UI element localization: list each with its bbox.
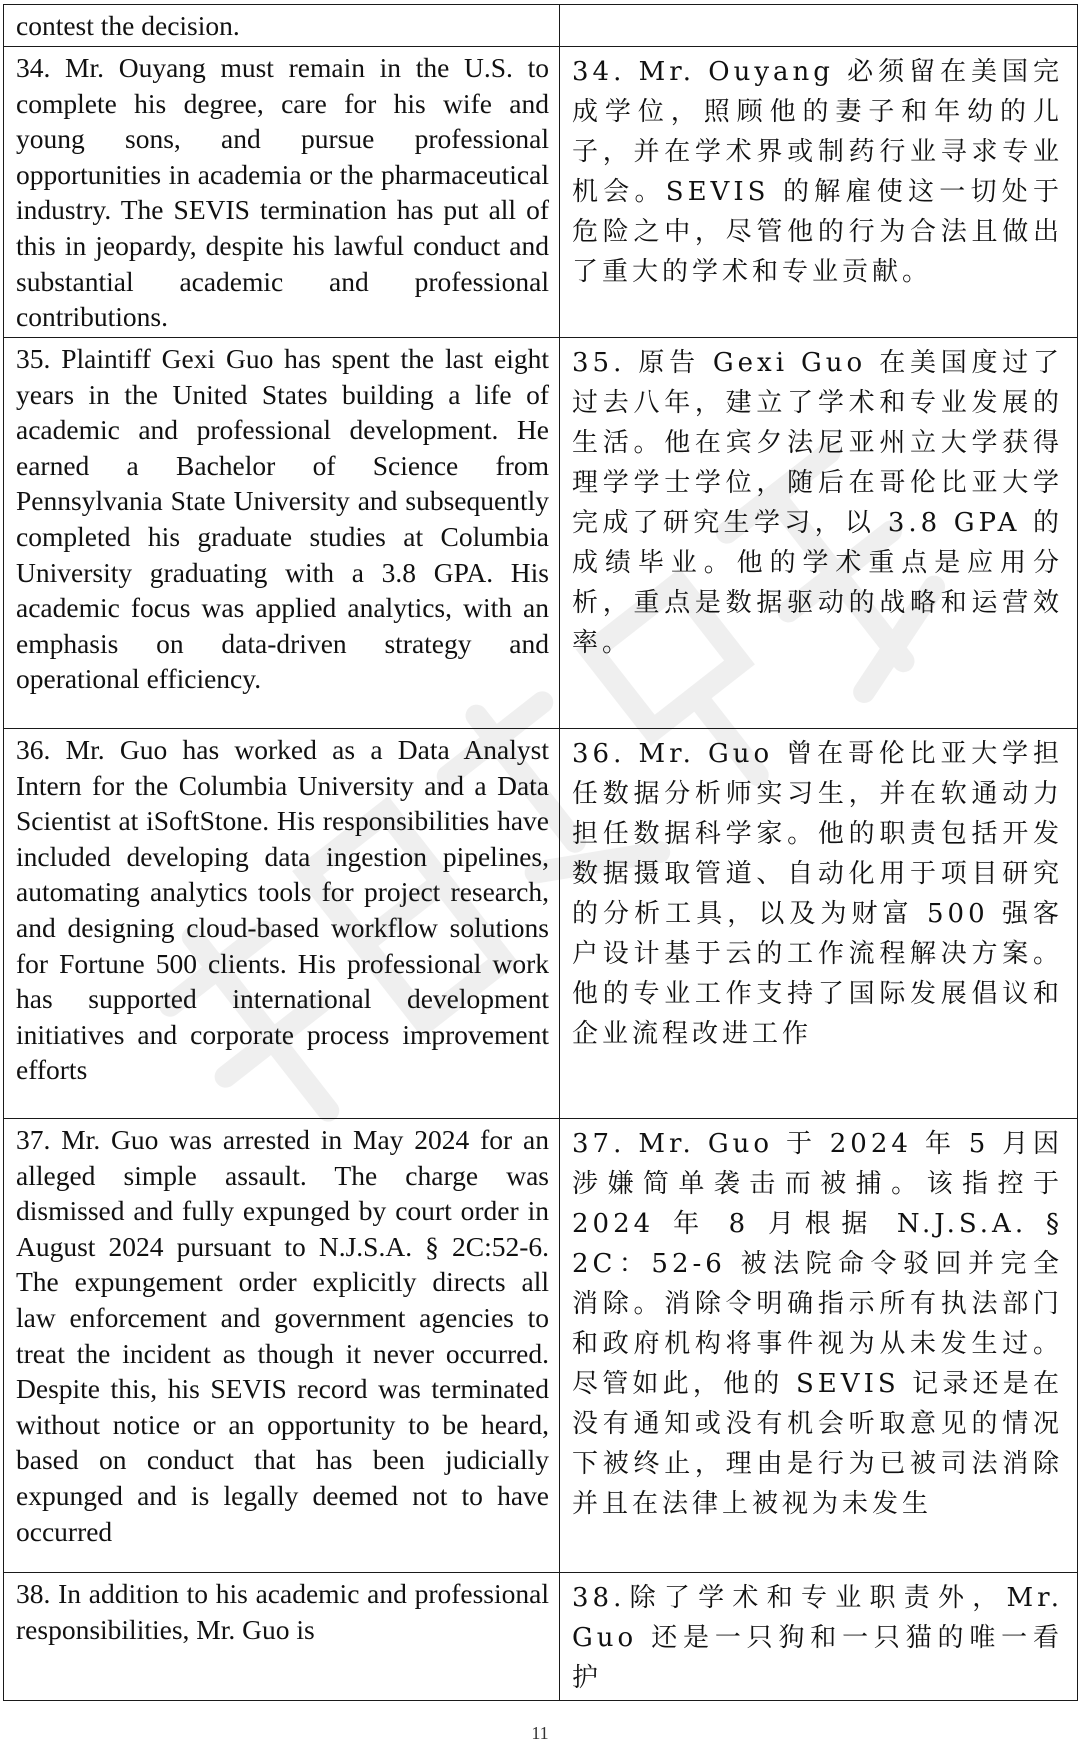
paragraph-chinese: 34. Mr. Ouyang 必须留在美国完成学位，照顾他的妻子和年幼的儿子，并在学术界或制药行业寻求专业机会。SEVIS 的解雇使这一切处于危险之中，尽管他的行为合法且做出了重大的学术和专业贡献。 bbox=[572, 57, 1063, 287]
english-cell bbox=[4, 729, 560, 1119]
bilingual-table bbox=[3, 4, 1078, 1701]
paragraph-chinese bbox=[572, 8, 1067, 10]
chinese-cell bbox=[560, 729, 1078, 1119]
chinese-cell bbox=[560, 47, 1078, 338]
paragraph-english: 36. Mr. Guo has worked as a Data Analyst Intern for the Columbia University and a Data Scientist at iSoftStone. His responsibilities have included developing data ingestion pipelines, automating analytics tools for project research, and designing cloud-based workflow solutions for Fortune 500 clients. His professional work has supported international development initiatives and corporate process improvement efforts bbox=[16, 734, 549, 1086]
chinese-cell bbox=[560, 1573, 1078, 1701]
table-row bbox=[4, 1119, 1078, 1573]
table-row bbox=[4, 47, 1078, 338]
table-row bbox=[4, 729, 1078, 1119]
chinese-cell bbox=[560, 1119, 1078, 1573]
paragraph-english: 34. Mr. Ouyang must remain in the U.S. to complete his degree, care for his wife and young sons, and pursue professional opportunities in academia or the pharmaceutical industry. The SEVIS termination has put all of this in jeopardy, despite his lawful conduct and substantial academic and professional contributions. bbox=[16, 52, 549, 333]
page-number: 11 bbox=[531, 1723, 549, 1743]
english-cell bbox=[4, 5, 560, 47]
english-cell bbox=[4, 338, 560, 729]
english-cell bbox=[4, 1119, 560, 1573]
table-row bbox=[4, 338, 1078, 729]
table-row bbox=[4, 1573, 1078, 1701]
paragraph-chinese: 38.除了学术和专业职责外，Mr. Guo 还是一只狗和一只猫的唯一看护 bbox=[572, 1583, 1063, 1693]
table-row bbox=[4, 5, 1078, 47]
english-cell bbox=[4, 1573, 560, 1701]
chinese-cell bbox=[560, 338, 1078, 729]
paragraph-english: 37. Mr. Guo was arrested in May 2024 for an alleged simple assault. The charge was dismissed and fully expunged by court order in August 2024 pursuant to N.J.S.A. § 2C:52-6. The expungement order explicitly directs all law enforcement and government agencies to treat the incident as though it never occurred. Despite this, his SEVIS record was terminated without notice or an opportunity to be heard, based on conduct that has been judicially expunged and is legally deemed not to have occurred bbox=[16, 1124, 549, 1547]
paragraph-english: contest the decision. bbox=[16, 10, 240, 41]
paragraph-chinese: 36. Mr. Guo 曾在哥伦比亚大学担任数据分析师实习生，并在软通动力担任数据科学家。他的职责包括开发数据摄取管道、自动化用于项目研究的分析工具，以及为财富 500 强客户设计基于云的工作流程解决方案。他的专业工作支持了国际发展倡议和企业流程改进工作 bbox=[572, 739, 1063, 1049]
chinese-cell bbox=[560, 5, 1078, 47]
paragraph-chinese: 35. 原告 Gexi Guo 在美国度过了过去八年，建立了学术和专业发展的生活。他在宾夕法尼亚州立大学获得理学学士学位，随后在哥伦比亚大学完成了研究生学习，以 3.8 GPA 的成绩毕业。他的学术重点是应用分析，重点是数据驱动的战略和运营效率。 bbox=[572, 348, 1063, 658]
english-cell bbox=[4, 47, 560, 338]
paragraph-chinese: 37. Mr. Guo 于 2024 年 5 月因涉嫌简单袭击而被捕。该指控于 2024 年 8 月根据 N.J.S.A. § 2C：52-6 被法院命令驳回并完全消除。消除令明确指示所有执法部门和政府机构将事件视为从未发生过。尽管如此，他的 SEVIS 记录还是在没有通知或没有机会听取意见的情况下被终止，理由是行为已被司法消除并且在法律上被视为未发生 bbox=[572, 1129, 1063, 1519]
paragraph-english: 38. In addition to his academic and professional responsibilities, Mr. Guo is bbox=[16, 1578, 549, 1645]
paragraph-english: 35. Plaintiff Gexi Guo has spent the last eight years in the United States building a life of academic and professional development. He earned a Bachelor of Science from Pennsylvania State University and subsequently completed his graduate studies at Columbia University graduating with a 3.8 GPA. His academic focus was applied analytics, with an emphasis on data-driven strategy and operational efficiency. bbox=[16, 343, 549, 695]
